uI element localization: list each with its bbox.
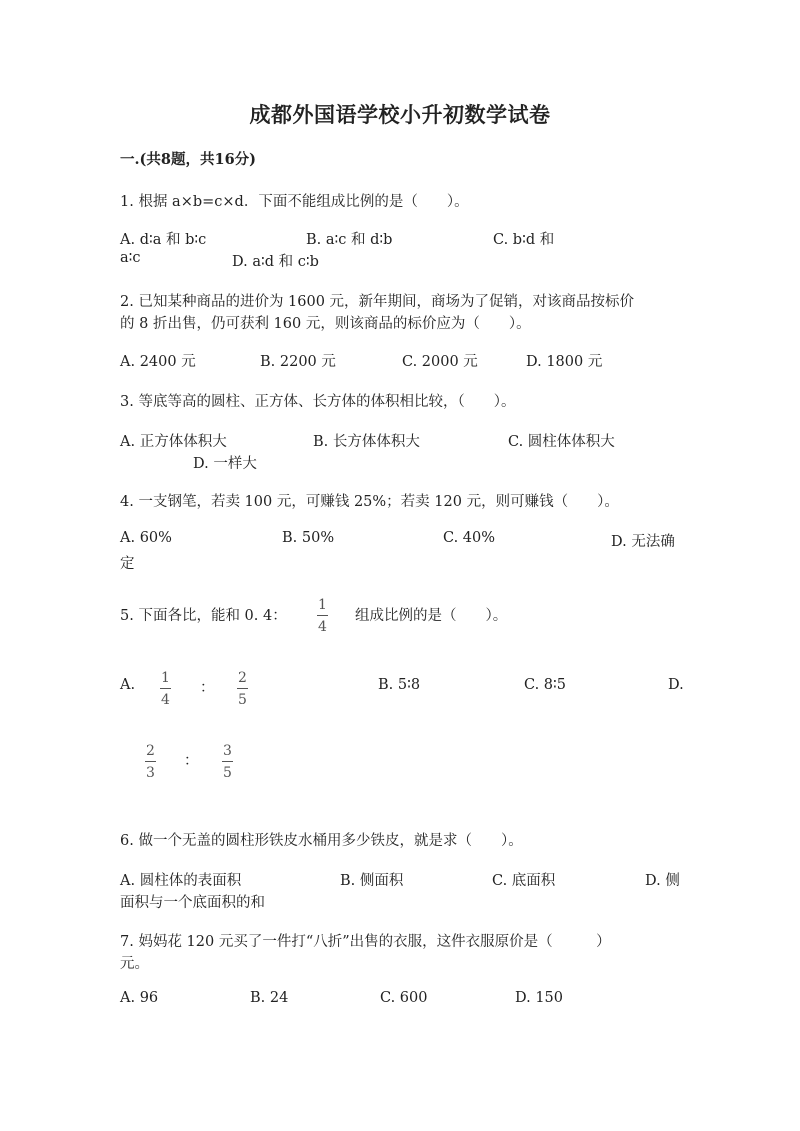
fraction-numerator: 1	[161, 670, 170, 686]
question-2-stem-line1: 2. 已知某种商品的进价为 1600 元，新年期间，商场为了促销，对该商品按标价	[120, 294, 635, 310]
q2-option-c: C. 2000 元	[402, 354, 478, 370]
q2-option-d: D. 1800 元	[526, 354, 603, 370]
fraction-bar	[145, 761, 156, 762]
q5-stem-fraction	[317, 598, 328, 634]
q4-option-b: B. 50%	[282, 530, 335, 546]
q7-option-a: A. 96	[120, 990, 159, 1006]
q4-option-d: D. 无法确	[611, 534, 675, 550]
q3-option-d: D. 一样大	[193, 456, 257, 472]
question-7-stem-line2: 元。	[120, 956, 149, 972]
q5-option-a-colon: ：	[200, 680, 215, 696]
fraction-denominator: 5	[238, 692, 247, 708]
q6-option-d-cont: 面积与一个底面积的和	[120, 895, 265, 911]
fraction-denominator: 5	[223, 765, 232, 781]
fraction-numerator: 3	[223, 743, 232, 759]
fraction-numerator: 2	[238, 670, 247, 686]
q6-option-a: A. 圆柱体的表面积	[120, 873, 242, 889]
q6-option-d: D. 侧	[645, 873, 680, 889]
q1-option-b: B. a∶c 和 d∶b	[306, 232, 393, 248]
fraction-numerator: 1	[318, 597, 327, 613]
q5-option-b: B. 5∶8	[378, 677, 421, 693]
q4-option-a: A. 60%	[120, 530, 172, 546]
fraction-bar	[160, 688, 171, 689]
question-4-stem: 4. 一支钢笔，若卖 100 元，可赚钱 25%；若卖 120 元，则可赚钱（ ）。	[120, 494, 619, 510]
q3-option-a: A. 正方体体积大	[120, 434, 227, 450]
q2-option-a: A. 2400 元	[120, 354, 196, 370]
question-5-stem-before: 5. 下面各比，能和 0. 4：	[120, 608, 287, 624]
q5-option-c: C. 8∶5	[524, 677, 567, 693]
section-heading: 一.(共8题，共16分)	[120, 151, 257, 168]
q1-option-c-cont: a∶c	[120, 250, 141, 266]
fraction-bar	[237, 688, 248, 689]
q1-option-c: C. b∶d 和	[493, 232, 555, 248]
q5-option-d-colon: ：	[184, 753, 199, 769]
fraction-denominator: 4	[318, 619, 327, 635]
q7-option-c: C. 600	[380, 990, 428, 1006]
q2-option-b: B. 2200 元	[260, 354, 336, 370]
q5-option-a-label: A.	[120, 677, 136, 693]
fraction-denominator: 3	[146, 765, 155, 781]
q4-option-d-cont: 定	[120, 556, 135, 572]
q7-option-b: B. 24	[250, 990, 289, 1006]
question-3-stem: 3. 等底等高的圆柱、正方体、长方体的体积相比较，（ ）。	[120, 394, 516, 410]
q5-option-d-fraction-2	[222, 744, 233, 780]
question-1-stem: 1. 根据 a×b=c×d．下面不能组成比例的是（ ）。	[120, 194, 469, 210]
q1-option-a: A. d∶a 和 b∶c	[120, 232, 207, 248]
q7-option-d: D. 150	[515, 990, 564, 1006]
q1-option-d: D. a∶d 和 c∶b	[232, 254, 319, 270]
page-title: 成都外国语学校小升初数学试卷	[249, 102, 551, 127]
q3-option-c: C. 圆柱体体积大	[508, 434, 615, 450]
question-6-stem: 6. 做一个无盖的圆柱形铁皮水桶用多少铁皮，就是求（ ）。	[120, 833, 523, 849]
fraction-numerator: 2	[146, 743, 155, 759]
fraction-denominator: 4	[161, 692, 170, 708]
fraction-bar	[317, 615, 328, 616]
question-7-stem-line1: 7. 妈妈花 120 元买了一件打“八折”出售的衣服，这件衣服原价是（ ）	[120, 934, 611, 950]
q3-option-b: B. 长方体体积大	[313, 434, 420, 450]
q5-option-a-fraction-1	[160, 671, 171, 707]
q6-option-b: B. 侧面积	[340, 873, 404, 889]
q5-option-d-fraction-1	[145, 744, 156, 780]
fraction-bar	[222, 761, 233, 762]
q5-option-a-fraction-2	[237, 671, 248, 707]
q6-option-c: C. 底面积	[492, 873, 556, 889]
question-2-stem-line2: 的 8 折出售，仍可获利 160 元，则该商品的标价应为（ ）。	[120, 316, 531, 332]
question-5-stem-after: 组成比例的是（ ）。	[355, 608, 508, 624]
q4-option-c: C. 40%	[443, 530, 496, 546]
q5-option-d-label: D.	[668, 677, 684, 693]
